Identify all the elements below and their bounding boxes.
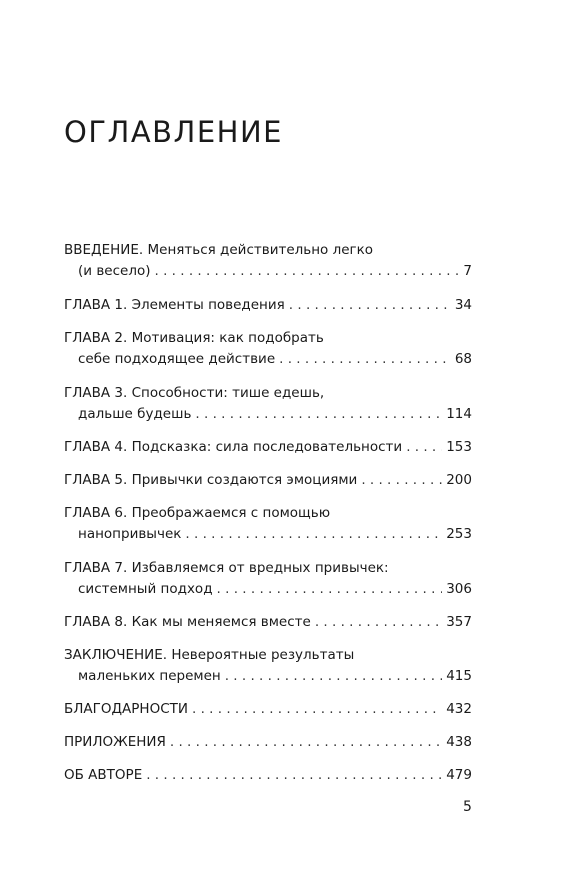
dot-leader (361, 470, 442, 491)
toc-entry-chapter-7 (64, 558, 472, 600)
toc-entry-page: 357 (446, 614, 472, 630)
toc-entry-label: ПРИЛОЖЕНИЯ (64, 734, 166, 750)
toc-entry-chapter-6 (64, 503, 472, 545)
toc-entry-title: ГЛАВА 3. Способности: тише едешь, (64, 385, 325, 401)
toc-entry-title: ГЛАВА 6. Преображаемся с помощью (64, 505, 331, 521)
toc-entry-chapter-8 (64, 612, 472, 633)
toc-entry-title: ГЛАВА 7. Избавляемся от вредных привычек: (64, 560, 389, 576)
toc-entry-title: ЗАКЛЮЧЕНИЕ. Невероятные результаты (64, 647, 355, 663)
toc-entry-page: 253 (446, 526, 472, 542)
toc-entry-page: 114 (446, 406, 472, 422)
toc-entry-page: 200 (446, 472, 472, 488)
dot-leader (406, 437, 442, 458)
toc-entry-chapter-5 (64, 470, 472, 491)
toc-entry-chapter-2 (64, 328, 472, 370)
dot-leader (170, 732, 442, 753)
toc-entry-introduction (64, 240, 472, 282)
dot-leader (279, 349, 451, 370)
toc-entry-label: системный подход (78, 581, 213, 597)
toc-entry-conclusion (64, 645, 472, 687)
dot-leader (195, 404, 442, 425)
toc-entry-about-author (64, 765, 472, 786)
toc-entry-label: ГЛАВА 4. Подсказка: сила последовательности (64, 439, 403, 455)
toc-entry-label: ГЛАВА 5. Привычки создаются эмоциями (64, 472, 358, 488)
toc-entry-label: дальше будешь (78, 406, 192, 422)
toc-entry-label: нанопривычек (78, 526, 182, 542)
toc-entry-acknowledgements (64, 699, 472, 720)
dot-leader (154, 261, 459, 282)
dot-leader (217, 579, 443, 600)
page-number: 5 (463, 799, 472, 815)
toc-entry-appendices (64, 732, 472, 753)
toc-entry-page: 153 (446, 439, 472, 455)
toc-entry-chapter-4 (64, 437, 472, 458)
dot-leader (315, 612, 442, 633)
toc-entry-chapter-3 (64, 383, 472, 425)
toc-entry-label: (и весело) (78, 263, 151, 279)
toc-entry-page: 479 (446, 767, 472, 783)
toc-entry-page: 438 (446, 734, 472, 750)
toc-entry-title: ГЛАВА 2. Мотивация: как подобрать (64, 330, 324, 346)
toc-entry-label: маленьких перемен (78, 668, 221, 684)
toc-entry-label: ГЛАВА 1. Элементы поведения (64, 297, 285, 313)
toc-entry-page: 68 (454, 351, 472, 367)
dot-leader (185, 524, 442, 545)
toc-entry-title: ВВЕДЕНИЕ. Меняться действительно легко (64, 242, 374, 258)
toc-entry-page: 415 (446, 668, 472, 684)
dot-leader (225, 666, 443, 687)
toc-entry-page: 306 (446, 581, 472, 597)
toc-entry-page: 7 (463, 263, 472, 279)
dot-leader (289, 295, 451, 316)
toc-entry-label: ГЛАВА 8. Как мы меняемся вместе (64, 614, 311, 630)
toc-entry-label: ОБ АВТОРЕ (64, 767, 143, 783)
toc-entry-label: себе подходящее действие (78, 351, 276, 367)
page-title: ОГЛАВЛЕНИЕ (64, 115, 284, 149)
toc-entry-label: БЛАГОДАРНОСТИ (64, 701, 188, 717)
dot-leader (192, 699, 442, 720)
toc-entry-chapter-1 (64, 295, 472, 316)
dot-leader (146, 765, 442, 786)
toc-entry-page: 432 (446, 701, 472, 717)
toc-entry-page: 34 (454, 297, 472, 313)
